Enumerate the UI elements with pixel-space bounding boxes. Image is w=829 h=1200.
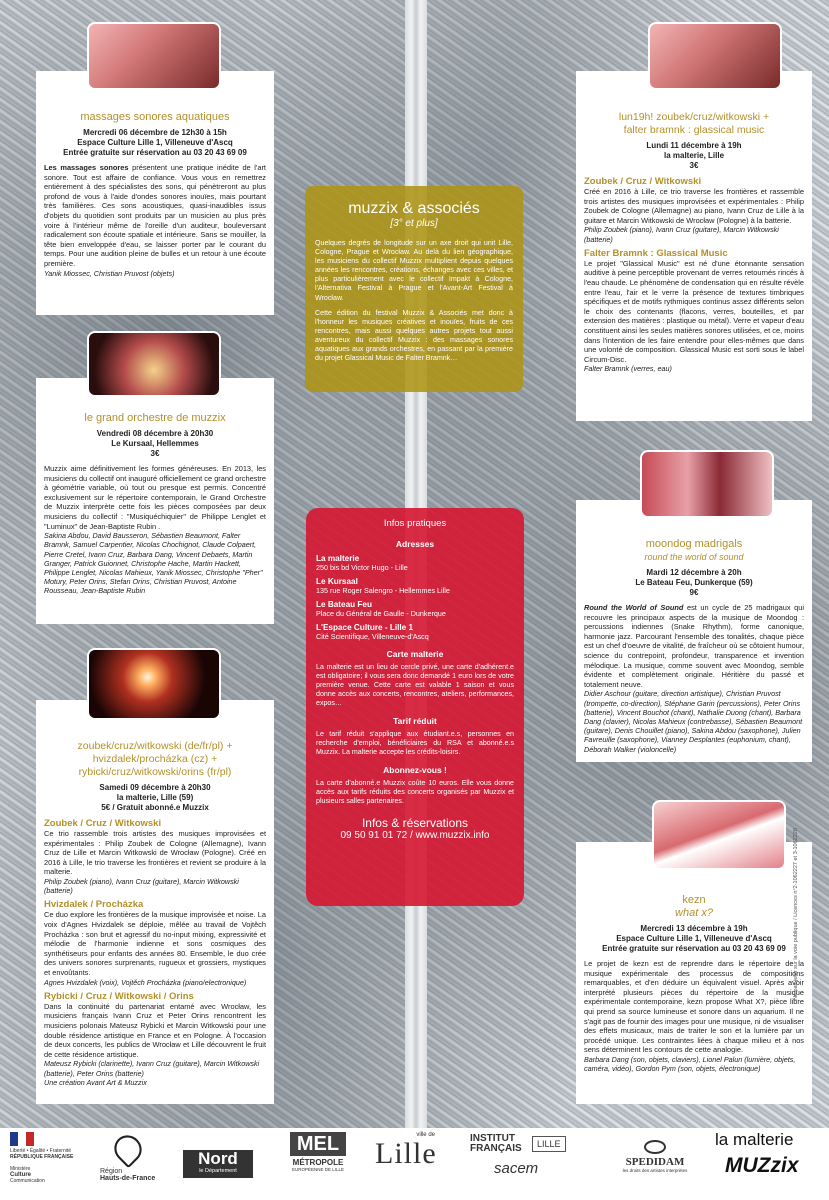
logo-nord: Nord le Département [183, 1150, 253, 1178]
practical-heading: Infos pratiques [383, 518, 447, 529]
event-title: massages sonores aquatiques [80, 111, 230, 123]
section-credits: Mateusz Rybicki (clarinette), Ivann Cruz (guitare), Marcin Witkowski (batterie), Peter Orins (batterie) [44, 1059, 260, 1078]
event-info: Samedi 09 décembre à 20h30 la malterie, Lille (59) 5€ / Gratuit abonné.e Muzzix [99, 783, 211, 812]
event-info: Mardi 12 décembre à 20h Le Bateau Feu, Dunkerque (59) 9€ [635, 568, 753, 597]
venue-item: Le Bateau Feu Place du Général de Gaulle - Dunkerque [316, 600, 446, 618]
venue-item: L'Espace Culture - Lille 1 Cité Scientifique, Villeneuve-d'Ascq [316, 623, 429, 641]
event-title: zoubek/cruz/witkowski (de/fr/pl) + hvizdalek/procházka (cz) + rybicki/cruz/witkowski/orins (fr/pl) [77, 740, 233, 778]
event-photo [652, 800, 786, 870]
logo-institut-francais: INSTITUT FRANÇAIS LILLE sacem [470, 1134, 580, 1177]
event-title: kezn [682, 894, 706, 906]
contact-heading: Infos & réservations [361, 816, 469, 830]
section-description: Créé en 2016 à Lille, ce trio traverse les frontières et rassemble trois artistes des musiques improvisées et expérimentales : Philip Zoubek de Cologne (Allemagne) au piano, Ivann Cruz de Lille à la guitare et Marcin Witkowski de Wrocław (Pologne) à la batterie. [584, 187, 804, 225]
section-description: Ce duo explore les frontières de la musique improvisée et noise. La voix d'Agnes Hvizdalek se déploie, mêlée au travail de Vojtěch Procházka : son brut et agressif du no-input mixing, expressivité et mélodie de l'harmonie indienne et sons cosmiques des synthétiseurs pour enfants des années 80. Ensemble, le duo crée des univers sonores surprenants, rugueux et grossiers, mystiques et envoûtants. [44, 910, 266, 977]
event-subtitle: what x? [675, 907, 713, 919]
event-description: Muzzix aime définitivement les formes généreuses. En 2013, les musiciens du collectif ont inauguré officiellement ce grand orchestre à géométrie variable, où tout ou presque est permis. Concentré exclusivement sur le répertoire contemporain, le Grand Orchestre de Muzzix interprète cette fois les pièces composées par deux musiciens du collectif : "Musiquéchiquier" de Philippe Lenglet et "Luminux" de Jean-Baptiste Rubin . [44, 464, 266, 531]
festival-intro-text: Quelques degrés de longitude sur un axe droit qui unit Lille, Cologne, Prague et Wrocław. Au delà du lien géographique, les musiciens du collectif Muzzix multiplient depuis quelques années les rencontres, créations, échanges avec ces villes, et plus particulièrement avec le collectif Impakt à Cologne, l'Alternativa Festival à Prague et l'Avant-Art Festival à Wrocław. [315, 239, 513, 302]
section-title: Zoubek / Cruz / Witkowski [44, 818, 162, 829]
section-title: Rybicki / Cruz / Witkowski / Orins [44, 990, 194, 1002]
venue-item: La malterie 250 bis bd Victor Hugo - Lille [316, 554, 408, 572]
event-card-moondog [576, 500, 812, 762]
logo-region-hdf: Région Hauts-de-France [100, 1130, 170, 1182]
event-description: Les massages sonores présentent une pratique inédite de l'art sonore. Tout est affaire de confiance. Vous vous en remettrez entièrement à des spécialistes des sons, qui pénètreront au plus profond de vous à l'aide d'ondes sonores inouïes, mais pourtant très familières. Ces sons acoustiques, quasi-inaudibles issus d'objets du quotidien sont produits par un musicien au plus près voire à l'intérieur même de l'oreille d'un auditeur, bouleversant radicalement son écoute spatiale et intérieure. Sans se mouiller, la tête bien enveloppée d'eau, se laisser porter par le courant du temps. Pour une audition pleine de bulles et un retour à une écoute première. [44, 163, 266, 268]
event-credits: Sakina Abdou, David Bausseron, Sébastien Beaumont, Falter Bramnk, Samuel Carpentier, Nicolas Chochignot, Claude Colpaert, Pierre Cretel, Ivann Cruz, Barbara Dang, Vincent Debaets, Martin Granger, Patrick Guionnet, Christophe Hache, Martin Hackett, Philippe Lenglet, Nicolas Mahieux, Yanik Miossec, Christophe "Pher" Motury, Peter Orins, Stefan Orins, Christian Pruvost, Antoine Rousseau, Jean-Baptiste Rubin [44, 531, 263, 596]
event-card-zoubek-hvizdalek-rybicki [36, 700, 274, 1104]
section-credits: Agnes Hvizdalek (voix), Vojtěch Procházka (piano/electronique) [44, 977, 247, 987]
event-card-massages [36, 71, 274, 315]
section-title: Falter Bramnk : Glassical Music [584, 247, 728, 259]
addresses-heading: Adresses [395, 539, 435, 549]
event-title: moondog madrigals [645, 538, 743, 550]
card-heading: Carte malterie [386, 649, 444, 659]
festival-intro-box [305, 186, 523, 392]
section-description: Dans la continuité du partenariat entamé avec Wrocław, les musiciens français Ivann Cruz et Peter Orins rencontrent les musiciens polonais Mateusz Rybicki et Marcin Witkowski pour une double résidence artistique en France et en Pologne. À l'occasion de deux concerts, les publics de Wrocław et Lille découvrent le fruit de cette résidence artistique. [44, 1001, 266, 1059]
festival-intro-text: Cette édition du festival Muzzix & Associés met donc à l'honneur les musiques créatives et inouïes, fruits de ces rencontres, mais aussi quelques autres projets tout aussi aventureux du collectif Muzzix : des massages sonores aquatiques aux grands orchestres, en passant par la première du projet Glassical Music de Falter Bramnk… [315, 308, 513, 363]
event-card-grand-orchestre [36, 378, 274, 624]
section-description: Ce trio rassemble trois artistes des musiques improvisées et expérimentales : Philip Zoubek de Cologne (Allemagne), Ivann Cruz de Lille et Marcin Witkowski de Wrocław (Pologne). Créé en 2016 à Lille, le trio traverse les frontières et revient se produire à la malterie. [44, 829, 266, 877]
section-title: Zoubek / Cruz / Witkowski [584, 176, 702, 187]
practical-info-box [306, 508, 524, 906]
subscribe-heading: Abonnez-vous ! [383, 765, 447, 775]
logo-ville-lille: ville de Lille [375, 1132, 437, 1170]
contact-info: 09 50 91 01 72 / www.muzzix.info [340, 830, 490, 841]
heart-map-icon [109, 1130, 148, 1169]
logo-mel: MEL MÉTROPOLE EUROPÉENNE DE LILLE [291, 1133, 345, 1172]
event-card-lun19h [576, 71, 812, 421]
event-description: Le projet de kezn est de reprendre dans le répertoire de la musique expérimentale des processus de compositions remarquables, et d'en déduire un équivalent visuel. Après avoir interprété plusieurs pièces du répertoire de la musique expérimentale contemporaine, kezn propose What X?, pièce libre qui prend sa source lumineuse et sonore dans un aquarium. Il ne s'agit pas de fournir des images pour une musique, ni de visualiser des effets musicaux, mais de traiter le son et la lumière par un procédé unique. Les contraintes liées à chaque milieu et à nos sens déterminent les contours de cette analogie. [584, 959, 804, 1055]
section-credits: Philip Zoubek (piano), Ivann Cruz (guitare), Marcin Witkowski (batterie) [44, 876, 239, 896]
legal-note: Ne pas jeter sur la voie publique / Licences n°2-1062227 et 3-1062228 [793, 828, 799, 1000]
event-photo [87, 331, 221, 397]
subscribe-text: La carte d'abonné.e Muzzix coûte 10 euros. Elle vous donne accès aux tarifs réduits des concerts organisés par Muzzix et plusieurs salles partenaires. [316, 779, 514, 805]
event-subtitle: round the world of sound [644, 552, 744, 562]
event-title: le grand orchestre de muzzix [84, 412, 226, 424]
festival-title: muzzix & associés [348, 200, 480, 217]
logo-spedidam: SPEDIDAM les droits des artistes interprètes [615, 1140, 695, 1173]
event-info: Mercredi 13 décembre à 19h Espace Culture Lille 1, Villeneuve d'Ascq Entrée gratuite sur réservation au 03 20 43 69 09 [602, 924, 786, 953]
logo-la-malterie: la malterie MUZzix [715, 1130, 799, 1177]
event-info: Lundi 11 décembre à 19h la malterie, Lille 3€ [646, 141, 742, 170]
event-photo [640, 450, 774, 518]
section-note: Une création Avant Art & Muzzix [44, 1077, 147, 1087]
event-photo [87, 22, 221, 90]
section-title: Hvizdalek / Procházka [44, 899, 144, 911]
logo-republique-francaise: Liberté • Égalité • Fraternité RÉPUBLIQUE FRANÇAISE Ministère Culture Communication [10, 1132, 80, 1184]
card-text: La malterie est un lieu de cercle privé, une carte d'adhérent.e est obligatoire; il vous sera donc demandé 1 euro lors de votre première venue. Cette carte est valable 1 saison et vous donne accès aux concerts, rencontres, ateliers, performances, expos… [316, 663, 514, 707]
partner-logos [0, 1128, 829, 1200]
event-description: Round the World of Sound est un cycle de 25 madrigaux qui recouvre les principaux aspects de la musique de Moondog : percussions indiennes (Snake Rhythm), forme canonique, harmonie jazz. Parcourant l'ensemble des tonalités, chaque pièce est un chef d'oeuvre de vitalité, de fraîcheur où se côtoient humour, science du contrepoint, profondeur, transparence et invention mélodique. La musique, comme souvent avec Moondog, semble évidente et complètement originale. Héritière du passé et totalement neuve. [584, 603, 804, 689]
spedidam-mark-icon [644, 1140, 666, 1154]
festival-subtitle: [3° et plus] [390, 218, 438, 229]
event-photo [87, 648, 221, 720]
event-title: lun19h! zoubek/cruz/witkowski + falter bramnk : glassical music [618, 111, 770, 136]
event-credits: Barbara Dang (son, objets, claviers), Lionel Palun (lumière, objets, caméra, vidéo), Gordon Pym (son, objets, électronique) [584, 1054, 796, 1074]
section-credits: Falter Bramnk (verres, eau) [584, 364, 672, 374]
reduced-heading: Tarif réduit [393, 716, 437, 726]
event-photo [648, 22, 782, 90]
event-info: Vendredi 08 décembre à 20h30 Le Kursaal, Hellemmes 3€ [96, 429, 214, 458]
section-description: Le projet "Glassical Music" est né d'une étonnante sensation auditive à peine perceptible provenant de verres retournés rincés à l'eau chaude. Le phénomène de condensation qui en résulte révèle entre l'eau, l'air et le verre la présence de textures timbriques spécifiques et de motifs rythmiques continus assez différents selon le choix des contenants (flacons, verres, bouteilles, et par extension des matières : plastique ou métal). Verre et vapeur d'eau constituent ainsi les seules matières sonores utilisées, et ce, moins dans l'intention de les faire entendre pour elles-mêmes que dans une volonté de composition. Glassical Music est sorti sous le label Circum-Disc. [584, 258, 805, 364]
event-info: Mercredi 06 décembre de 12h30 à 15h Espace Culture Lille 1, Villeneuve d'Ascq Entrée gratuite sur réservation au 03 20 43 69 09 [63, 128, 247, 157]
reduced-text: Le tarif réduit s'applique aux étudiant.e.s, personnes en recherche d'emploi, bénéficiaires du RSA et abonné.e.s Muzzix. La malterie accepte les crédits-loisirs. [316, 730, 514, 756]
event-card-kezn [576, 828, 812, 1104]
event-credits: Yanik Miossec, Christian Pruvost (objets) [44, 268, 175, 278]
venue-item: Le Kursaal 135 rue Roger Salengro - Hellemmes Lille [316, 577, 450, 595]
event-credits: Didier Aschour (guitare, direction artistique), Christian Pruvost (trompette, co-direction), Stéphane Garin (percussions), Peter Orins (batterie), Vincent Bouchot (chant), Nathalie Duong (chant), Barbara Dang (clavier), Nicolas Mahieux (contrebasse), Sébastien Beaumont (guitare), Denis Chouillet (piano), Sakina Abdou (saxophone), Julien Favreuille (saxophone), Vianney Desplantes (euphonium, chant), Déborah Walker (violoncelle) [584, 689, 803, 754]
section-credits: Philip Zoubek (piano), Ivann Cruz (guitare), Marcin Witkowski (batterie) [584, 225, 779, 244]
